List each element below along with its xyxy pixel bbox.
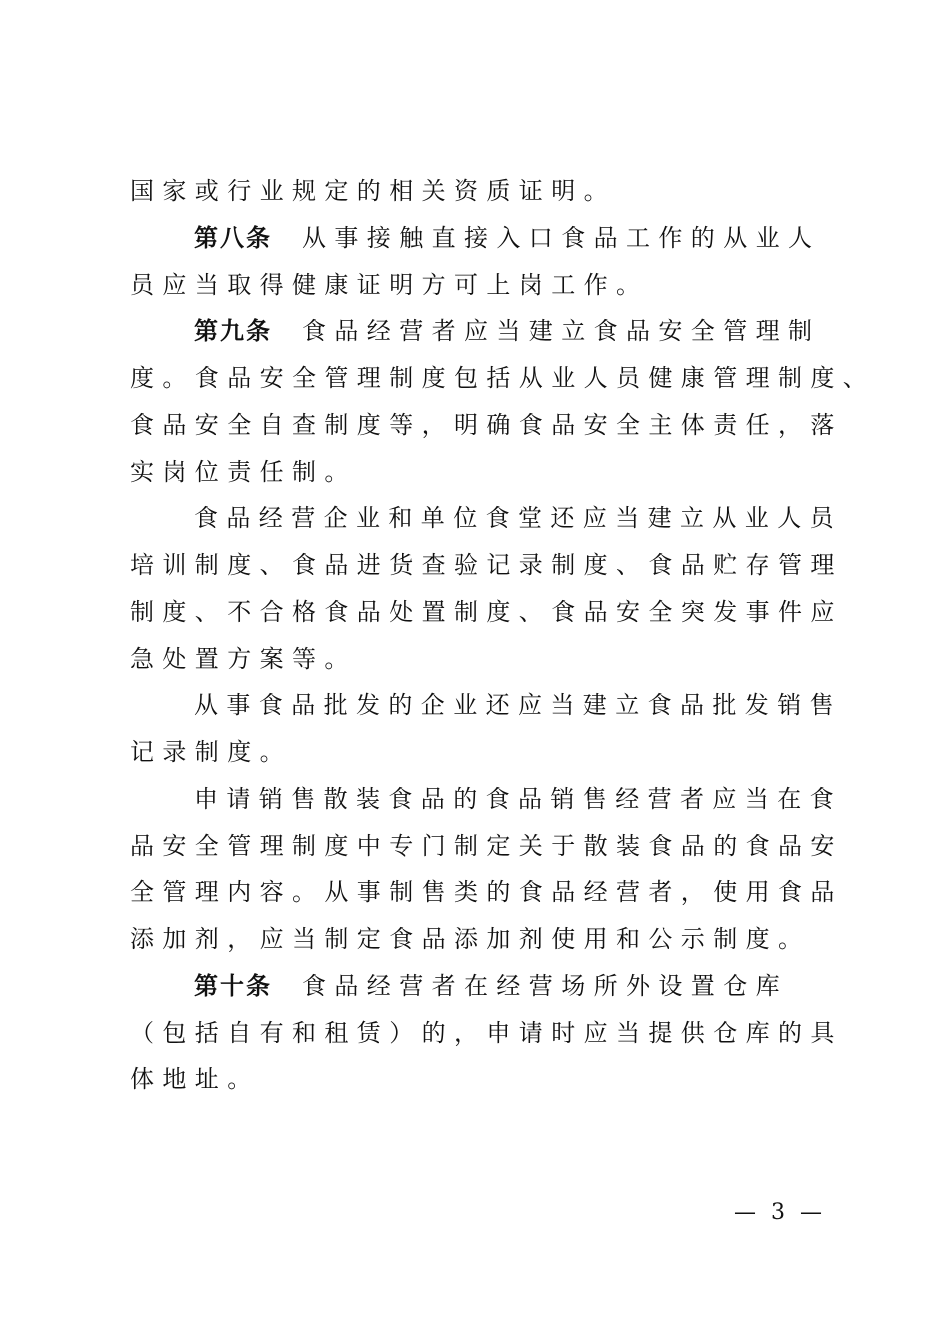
text-line bbox=[130, 1010, 843, 1057]
line-text: 食品经营企业和单位食堂还应当建立从业人员 bbox=[194, 504, 842, 533]
line-text: 记录制度。 bbox=[130, 738, 292, 766]
line-text: 全管理内容。从事制售类的食品经营者，使用食品 bbox=[130, 878, 843, 907]
text-line bbox=[130, 1056, 830, 1103]
text-line bbox=[130, 168, 830, 215]
text-line bbox=[130, 682, 842, 729]
document-body bbox=[130, 168, 876, 1103]
line-text: 国家或行业规定的相关资质证明。 bbox=[130, 177, 616, 205]
text-line bbox=[130, 262, 830, 309]
line-text: 食品经营者在经营场所外设置仓库 bbox=[302, 971, 788, 1000]
line-text: （包括自有和租赁）的，申请时应当提供仓库的具 bbox=[130, 1018, 843, 1047]
line-text: 从事接触直接入口食品工作的从业人 bbox=[302, 223, 821, 252]
line-text: 急处置方案等。 bbox=[130, 644, 357, 673]
text-line bbox=[130, 916, 830, 963]
text-line bbox=[130, 402, 843, 449]
line-text: 员应当取得健康证明方可上岗工作。 bbox=[130, 270, 649, 299]
article-heading: 第八条 bbox=[194, 223, 272, 252]
text-line bbox=[130, 636, 830, 683]
line-text: 度。食品安全管理制度包括从业人员健康管理制度、 bbox=[130, 364, 876, 392]
page-number: — 3 — bbox=[734, 1200, 826, 1225]
text-line bbox=[130, 729, 830, 776]
article-heading: 第十条 bbox=[194, 971, 272, 1000]
line-text: 培训制度、食品进货查验记录制度、食品贮存管理 bbox=[130, 551, 843, 579]
article-heading: 第九条 bbox=[194, 317, 272, 346]
line-text: 申请销售散装食品的食品销售经营者应当在食 bbox=[194, 784, 842, 813]
line-text: 品安全管理制度中专门制定关于散装食品的食品安 bbox=[130, 831, 843, 860]
text-line bbox=[130, 776, 842, 823]
line-text: 添加剂，应当制定食品添加剂使用和公示制度。 bbox=[130, 925, 811, 953]
text-line bbox=[130, 215, 830, 262]
line-text: 食品经营者应当建立食品安全管理制 bbox=[302, 317, 821, 346]
line-text: 制度、不合格食品处置制度、食品安全突发事件应 bbox=[130, 597, 843, 626]
text-line bbox=[130, 589, 843, 636]
text-line bbox=[130, 869, 843, 916]
line-text: 从事食品批发的企业还应当建立食品批发销售 bbox=[194, 691, 842, 720]
text-line bbox=[130, 308, 830, 355]
text-line bbox=[130, 495, 842, 542]
text-line bbox=[130, 963, 830, 1010]
line-text: 食品安全自查制度等，明确食品安全主体责任，落 bbox=[130, 410, 843, 439]
text-line bbox=[130, 823, 843, 870]
text-line bbox=[130, 355, 876, 402]
line-text: 实岗位责任制。 bbox=[130, 457, 357, 486]
text-line bbox=[130, 449, 830, 496]
line-text: 体地址。 bbox=[130, 1065, 260, 1094]
text-line bbox=[130, 542, 843, 589]
